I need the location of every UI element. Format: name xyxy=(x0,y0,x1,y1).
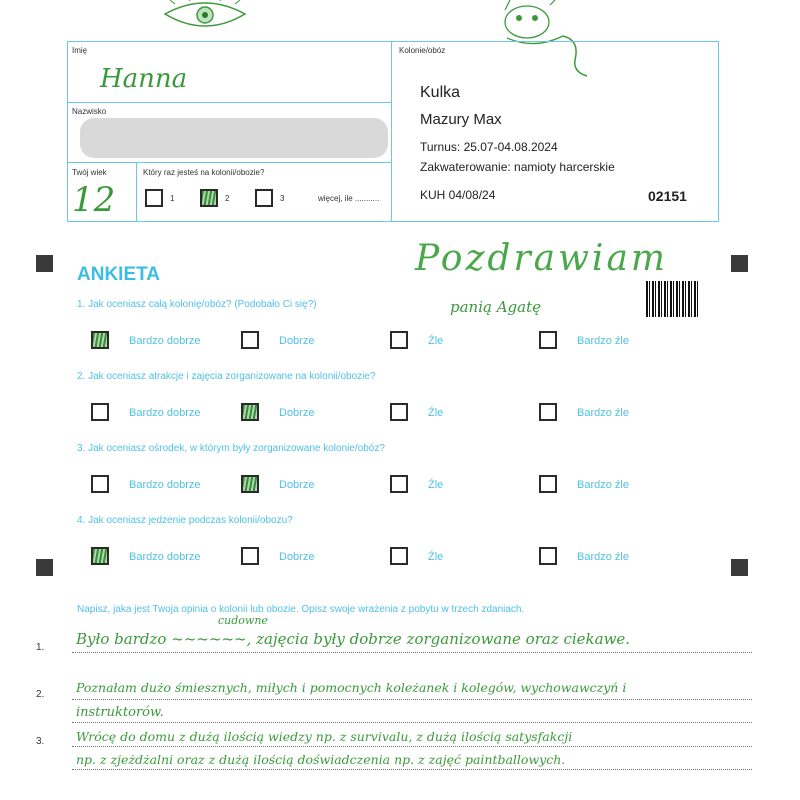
question-4: 4. Jak oceniasz jedzenie podczas kolonii/obozu? xyxy=(77,515,293,526)
camp-code: KUH 04/08/24 xyxy=(420,188,496,202)
times-option-2: 2 xyxy=(225,194,230,203)
opinion-text-1[interactable]: Było bardzo ~~~~~~, zajęcia były dobrze zorganizowane oraz ciekawe. xyxy=(76,630,631,648)
opinion-line-3b xyxy=(72,769,752,770)
header-left-divider xyxy=(391,41,392,222)
registration-marker-tr xyxy=(731,255,748,272)
q1-label-very-good: Bardzo dobrze xyxy=(129,335,201,347)
row-divider-2 xyxy=(67,162,392,163)
opinion-number-3: 3. xyxy=(36,736,45,747)
q2-label-very-bad: Bardzo źle xyxy=(577,407,629,419)
row-divider-1 xyxy=(67,102,392,103)
q2-option-bad[interactable] xyxy=(390,403,408,421)
camp-place: Mazury Max xyxy=(420,111,502,128)
q1-label-bad: Źle xyxy=(428,335,444,347)
q3-label-very-bad: Bardzo źle xyxy=(577,479,629,491)
camp-label: Kolonie/obóz xyxy=(399,46,446,55)
surname-redacted xyxy=(80,118,388,158)
q2-label-very-good: Bardzo dobrze xyxy=(129,407,201,419)
eye-doodle xyxy=(160,0,250,34)
registration-marker-bl xyxy=(36,559,53,576)
times-checkbox-3[interactable] xyxy=(255,189,273,207)
opinion-text-3[interactable]: Wrócę do domu z dużą ilością wiedzy np. z survivalu, z dużą ilością satysfakcji xyxy=(76,729,573,744)
survey-title: ANKIETA xyxy=(77,264,161,285)
barcode xyxy=(646,281,699,317)
q3-option-very-bad[interactable] xyxy=(539,475,557,493)
times-checkbox-1[interactable] xyxy=(145,189,163,207)
times-option-1: 1 xyxy=(170,194,175,203)
times-label: Który raz jesteś na kolonii/obozie? xyxy=(143,168,265,177)
q3-option-very-good[interactable] xyxy=(91,475,109,493)
registration-marker-br xyxy=(731,559,748,576)
q2-option-good[interactable] xyxy=(241,403,259,421)
age-value[interactable]: 12 xyxy=(72,180,116,220)
q2-option-very-good[interactable] xyxy=(91,403,109,421)
q1-label-very-bad: Bardzo źle xyxy=(577,335,629,347)
name-value[interactable]: Hanna xyxy=(100,64,188,94)
question-3: 3. Jak oceniasz ośrodek, w którym były zorganizowane kolonie/obóz? xyxy=(77,443,385,454)
age-label: Twój wiek xyxy=(72,168,107,177)
q4-option-good[interactable] xyxy=(241,547,259,565)
q4-label-very-good: Bardzo dobrze xyxy=(129,551,201,563)
q2-label-bad: Źle xyxy=(428,407,444,419)
q2-option-very-bad[interactable] xyxy=(539,403,557,421)
q1-option-bad[interactable] xyxy=(390,331,408,349)
times-checkbox-2[interactable] xyxy=(200,189,218,207)
q4-option-bad[interactable] xyxy=(390,547,408,565)
opinion-line-2 xyxy=(72,699,752,700)
q4-label-bad: Źle xyxy=(428,551,444,563)
surname-label: Nazwisko xyxy=(72,107,107,116)
q1-option-very-good[interactable] xyxy=(91,331,109,349)
q3-option-good[interactable] xyxy=(241,475,259,493)
q1-label-good: Dobrze xyxy=(279,335,315,347)
times-more: więcej, ile ........... xyxy=(318,194,380,203)
greeting-line2: panią Agatę xyxy=(450,298,541,316)
opinion-prompt: Napisz, jaka jest Twoja opinia o kolonii lub obozie. Opisz swoje wrażenia z pobytu w trzech zdaniach. xyxy=(77,604,525,615)
opinion-number-2: 2. xyxy=(36,689,45,700)
q4-label-very-bad: Bardzo źle xyxy=(577,551,629,563)
opinion-text-2[interactable]: Poznałam dużo śmiesznych, miłych i pomocnych koleżanek i kolegów, wychowawczyń i xyxy=(76,680,627,695)
age-divider xyxy=(136,162,137,222)
opinion-line-3 xyxy=(72,746,752,747)
q1-option-very-bad[interactable] xyxy=(539,331,557,349)
greeting-line1: Pozdrawiam xyxy=(415,238,669,279)
accommodation: Zakwaterowanie: namioty harcerskie xyxy=(420,160,615,174)
q2-label-good: Dobrze xyxy=(279,407,315,419)
q1-option-good[interactable] xyxy=(241,331,259,349)
q4-option-very-bad[interactable] xyxy=(539,547,557,565)
opinion-number-1: 1. xyxy=(36,642,45,653)
opinion-line-2b xyxy=(72,722,752,723)
name-label: Imię xyxy=(72,46,88,55)
question-1: 1. Jak oceniasz całą kolonię/obóz? (Podobało Ci się?) xyxy=(77,299,317,310)
q3-option-bad[interactable] xyxy=(390,475,408,493)
opinion-text-2b[interactable]: instruktorów. xyxy=(76,705,164,720)
q4-option-very-good[interactable] xyxy=(91,547,109,565)
times-option-3: 3 xyxy=(280,194,285,203)
opinion-line-1 xyxy=(72,652,752,653)
q3-label-very-good: Bardzo dobrze xyxy=(129,479,201,491)
opinion-insert: cudowne xyxy=(218,614,268,627)
q4-label-good: Dobrze xyxy=(279,551,315,563)
q3-label-bad: Źle xyxy=(428,479,444,491)
turnus: Turnus: 25.07-04.08.2024 xyxy=(420,140,558,154)
camp-name: Kulka xyxy=(420,84,461,101)
q3-label-good: Dobrze xyxy=(279,479,315,491)
opinion-text-3b[interactable]: np. z zjeżdżalni oraz z dużą ilością doświadczenia np. z zajęć paintballowych. xyxy=(76,752,566,767)
registration-marker-tl xyxy=(36,255,53,272)
form-number: 02151 xyxy=(648,188,687,204)
question-2: 2. Jak oceniasz atrakcje i zajęcia zorganizowane na kolonii/obozie? xyxy=(77,371,376,382)
